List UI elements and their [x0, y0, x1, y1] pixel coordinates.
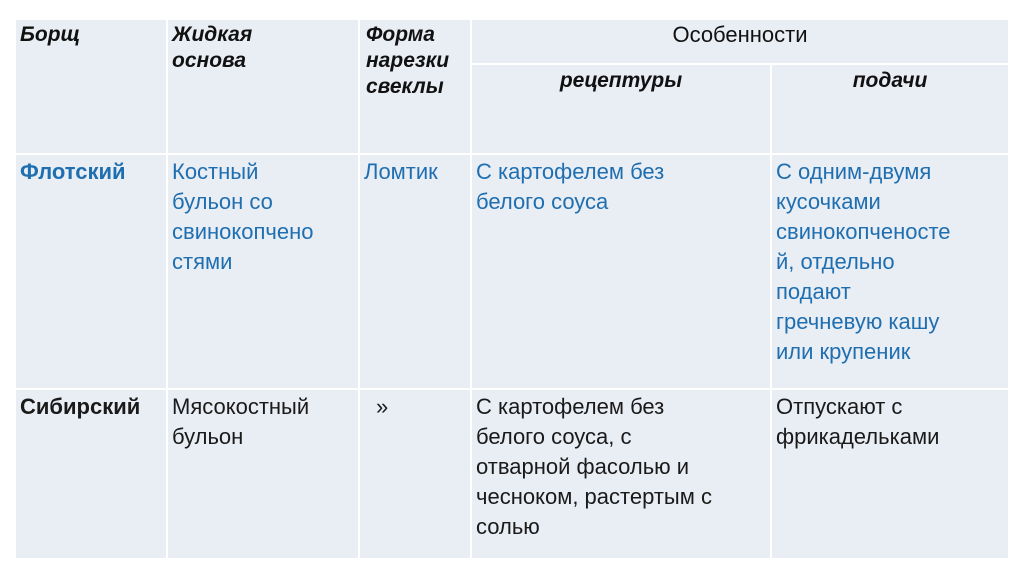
header-serving-text: подачи: [852, 69, 928, 92]
row-sibirsky-name-text: Сибирский: [20, 394, 141, 419]
header-recipe-text: рецептуры: [559, 69, 683, 92]
borsch-table: [16, 20, 1008, 558]
header-beet-cut-text: Форма нарезки свеклы: [366, 23, 450, 98]
header-liquid-base: [168, 20, 358, 153]
row-flotsky-recipe: [472, 155, 770, 388]
row-flotsky-name: [16, 155, 166, 388]
row-flotsky-liquid-base: [168, 155, 358, 388]
row-flotsky-liquid-base-text: Костный бульон со свинокопчено стями: [172, 159, 314, 274]
row-sibirsky-liquid-base-text: Мясокостный бульон: [172, 394, 310, 449]
header-borsch-text: Борщ: [20, 23, 81, 46]
header-liquid-base-text: Жидкая основа: [172, 23, 253, 72]
header-beet-cut: [360, 20, 470, 153]
header-serving: [772, 65, 1008, 153]
row-sibirsky-serving: [772, 390, 1008, 558]
row-flotsky-serving: [772, 155, 1008, 388]
row-flotsky-name-text: Флотский: [20, 159, 126, 184]
header-recipe: [472, 65, 770, 153]
row-flotsky-recipe-text: С картофелем без белого соуса: [476, 159, 665, 214]
row-sibirsky-liquid-base: [168, 390, 358, 558]
row-flotsky-serving-text: С одним-двумя кусочками свинокопченосте й, отдельно подают гречневую кашу или крупеник: [776, 159, 951, 364]
row-sibirsky-serving-text: Отпускают с фрикадельками: [776, 394, 940, 449]
row-sibirsky-beet-cut-text: »: [376, 394, 389, 419]
header-features: [472, 20, 1008, 63]
header-borsch: [16, 20, 166, 153]
row-sibirsky-beet-cut: [360, 390, 470, 558]
row-sibirsky-name: [16, 390, 166, 558]
row-sibirsky-recipe-text: С картофелем без белого соуса, с отварной фасолью и чесноком, растертым с солью: [476, 394, 712, 539]
row-sibirsky-recipe: [472, 390, 770, 558]
row-flotsky-beet-cut-text: Ломтик: [364, 159, 438, 184]
row-flotsky-beet-cut: [360, 155, 470, 388]
header-features-text: Особенности: [672, 22, 808, 47]
